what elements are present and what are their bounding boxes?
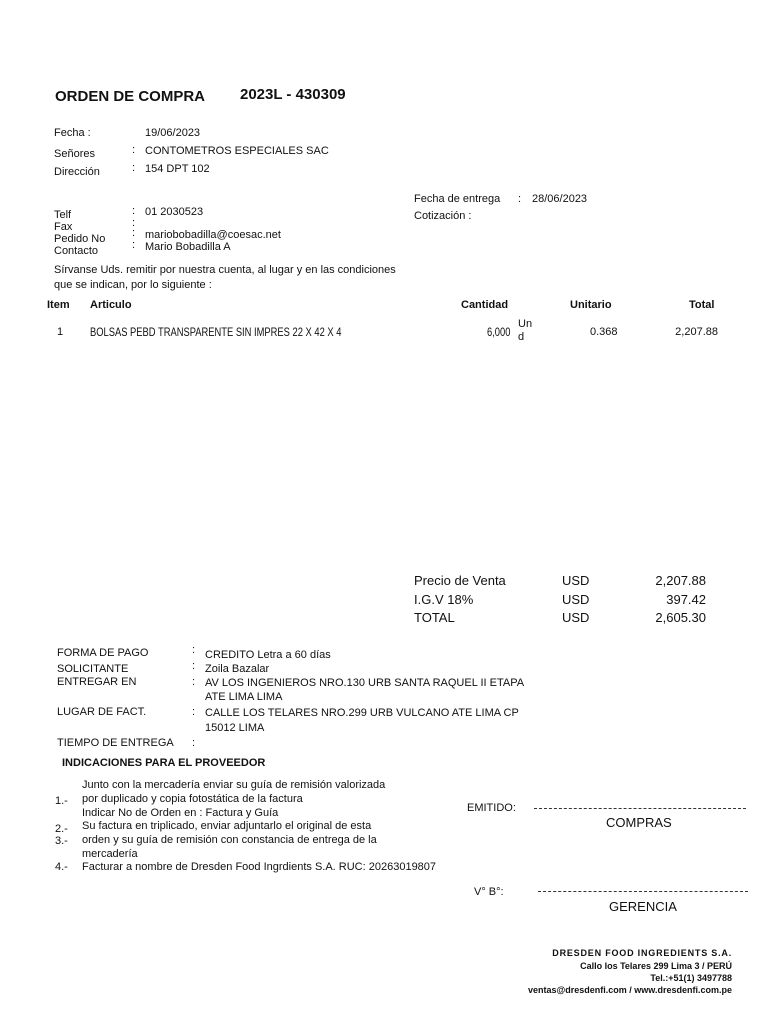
fecha-entrega-label: Fecha de entrega xyxy=(414,193,501,205)
pedido-value: mariobobadilla@coesac.net xyxy=(145,229,281,241)
indicacion-number-2: 2.- xyxy=(55,823,68,835)
igv-label: I.G.V 18% xyxy=(414,592,474,607)
row-articulo: BOLSAS PEBD TRANSPARENTE SIN IMPRES 22 X 42 X 4 xyxy=(90,325,342,339)
igv-value: 397.42 xyxy=(666,592,706,607)
lugar-fact-line-1: CALLE LOS TELARES NRO.299 URB VULCANO ATE LIMA CP xyxy=(205,707,519,719)
row-unitario: 0.368 xyxy=(590,326,618,338)
cotizacion-label: Cotización : xyxy=(414,210,472,222)
indicacion-line-1: Junto con la mercadería enviar su guía de remisión valorizada xyxy=(82,779,386,791)
indicacion-number-1: 1.- xyxy=(55,795,68,807)
company-address: Callo los Telares 299 Lima 3 / PERÚ xyxy=(580,961,732,971)
compras-label: COMPRAS xyxy=(606,815,672,830)
row-unidad-line-1: Un xyxy=(518,318,533,330)
company-phone: Tel.:+51(1) 3497788 xyxy=(650,973,732,983)
fecha-label: Fecha : xyxy=(54,127,91,139)
telf-label: Telf xyxy=(54,209,72,221)
fecha-value: 19/06/2023 xyxy=(145,127,201,139)
vb-label: V° B°: xyxy=(474,886,504,898)
total-label: TOTAL xyxy=(414,610,455,625)
indicacion-line-7: Facturar a nombre de Dresden Food Ingrdients S.A. RUC: 20263019807 xyxy=(82,861,437,873)
direccion-value: 154 DPT 102 xyxy=(145,163,210,175)
indicaciones-title: INDICACIONES PARA EL PROVEEDOR xyxy=(62,757,266,769)
gerencia-label: GERENCIA xyxy=(609,899,677,914)
fecha-entrega-colon: : xyxy=(518,193,522,205)
pedido-label: Pedido No xyxy=(54,233,106,245)
document-title: ORDEN DE COMPRA xyxy=(55,88,206,105)
direccion-label: Dirección xyxy=(54,166,100,178)
solicitante-colon: : xyxy=(192,660,196,672)
col-header-articulo: Articulo xyxy=(90,299,132,311)
contacto-value: Mario Bobadilla A xyxy=(145,241,231,253)
indicacion-line-2: por duplicado y copia fotostática de la factura xyxy=(82,793,303,805)
fax-label: Fax xyxy=(54,221,73,233)
senores-colon: : xyxy=(132,144,136,156)
precio-venta-currency: USD xyxy=(562,573,590,588)
vb-signature-line xyxy=(538,891,748,892)
precio-venta-label: Precio de Venta xyxy=(414,573,506,588)
igv-currency: USD xyxy=(562,592,590,607)
entregar-line-2: ATE LIMA LIMA xyxy=(205,691,283,703)
indicacion-line-3: Indicar No de Orden en : Factura y Guía xyxy=(82,807,279,819)
telf-value: 01 2030523 xyxy=(145,206,204,218)
row-total: 2,207.88 xyxy=(675,326,718,338)
lugar-fact-colon: : xyxy=(192,706,196,718)
entregar-colon: : xyxy=(192,676,196,688)
col-header-item: Item xyxy=(47,299,70,311)
indicacion-line-4: Su factura en triplicado, enviar adjuntarlo el original de esta xyxy=(82,820,372,832)
senores-value: CONTOMETROS ESPECIALES SAC xyxy=(145,145,329,157)
forma-pago-colon: : xyxy=(192,644,196,656)
company-contact: ventas@dresdenfi.com / www.dresdenfi.com.pe xyxy=(528,985,732,995)
order-number: 2023L - 430309 xyxy=(240,86,346,103)
entregar-label: ENTREGAR EN xyxy=(57,676,137,688)
forma-pago-value: CREDITO Letra a 60 días xyxy=(205,649,331,661)
lugar-fact-label: LUGAR DE FACT. xyxy=(57,706,147,718)
indicacion-line-6: mercadería xyxy=(82,848,138,860)
pedido-colon: : xyxy=(132,227,136,239)
total-currency: USD xyxy=(562,610,590,625)
col-header-total: Total xyxy=(689,299,715,311)
forma-pago-label: FORMA DE PAGO xyxy=(57,647,149,659)
col-header-cantidad: Cantidad xyxy=(461,299,509,311)
col-header-unitario: Unitario xyxy=(570,299,612,311)
intro-line-1: Sírvanse Uds. remitir por nuestra cuenta, al lugar y en las condiciones xyxy=(54,264,396,276)
emitido-signature-line xyxy=(534,808,746,809)
total-value: 2,605.30 xyxy=(655,610,706,625)
entregar-line-1: AV LOS INGENIEROS NRO.130 URB SANTA RAQUEL II ETAPA xyxy=(205,677,525,689)
row-cantidad: 6,000 xyxy=(487,325,511,339)
company-name: DRESDEN FOOD INGREDIENTS S.A. xyxy=(552,948,732,958)
row-unidad-line-2: d xyxy=(518,331,525,343)
solicitante-value: Zoila Bazalar xyxy=(205,663,270,675)
emitido-label: EMITIDO: xyxy=(467,802,516,814)
indicacion-number-4: 4.- xyxy=(55,861,68,873)
senores-label: Señores xyxy=(54,148,95,160)
intro-line-2: que se indican, por lo siguiente : xyxy=(54,279,212,291)
indicacion-line-5: orden y su guía de remisión con constancia de entrega de la xyxy=(82,834,377,846)
fecha-entrega-value: 28/06/2023 xyxy=(532,193,588,205)
direccion-colon: : xyxy=(132,162,136,174)
tiempo-entrega-colon: : xyxy=(192,737,196,749)
contacto-colon: : xyxy=(132,239,136,251)
lugar-fact-line-2: 15012 LIMA xyxy=(205,722,265,734)
solicitante-label: SOLICITANTE xyxy=(57,663,129,675)
indicacion-number-3: 3.- xyxy=(55,835,68,847)
telf-colon: : xyxy=(132,205,136,217)
tiempo-entrega-label: TIEMPO DE ENTREGA xyxy=(57,737,174,749)
row-item: 1 xyxy=(57,326,64,338)
contacto-label: Contacto xyxy=(54,245,99,257)
precio-venta-value: 2,207.88 xyxy=(655,573,706,588)
fax-colon: : xyxy=(132,217,136,229)
